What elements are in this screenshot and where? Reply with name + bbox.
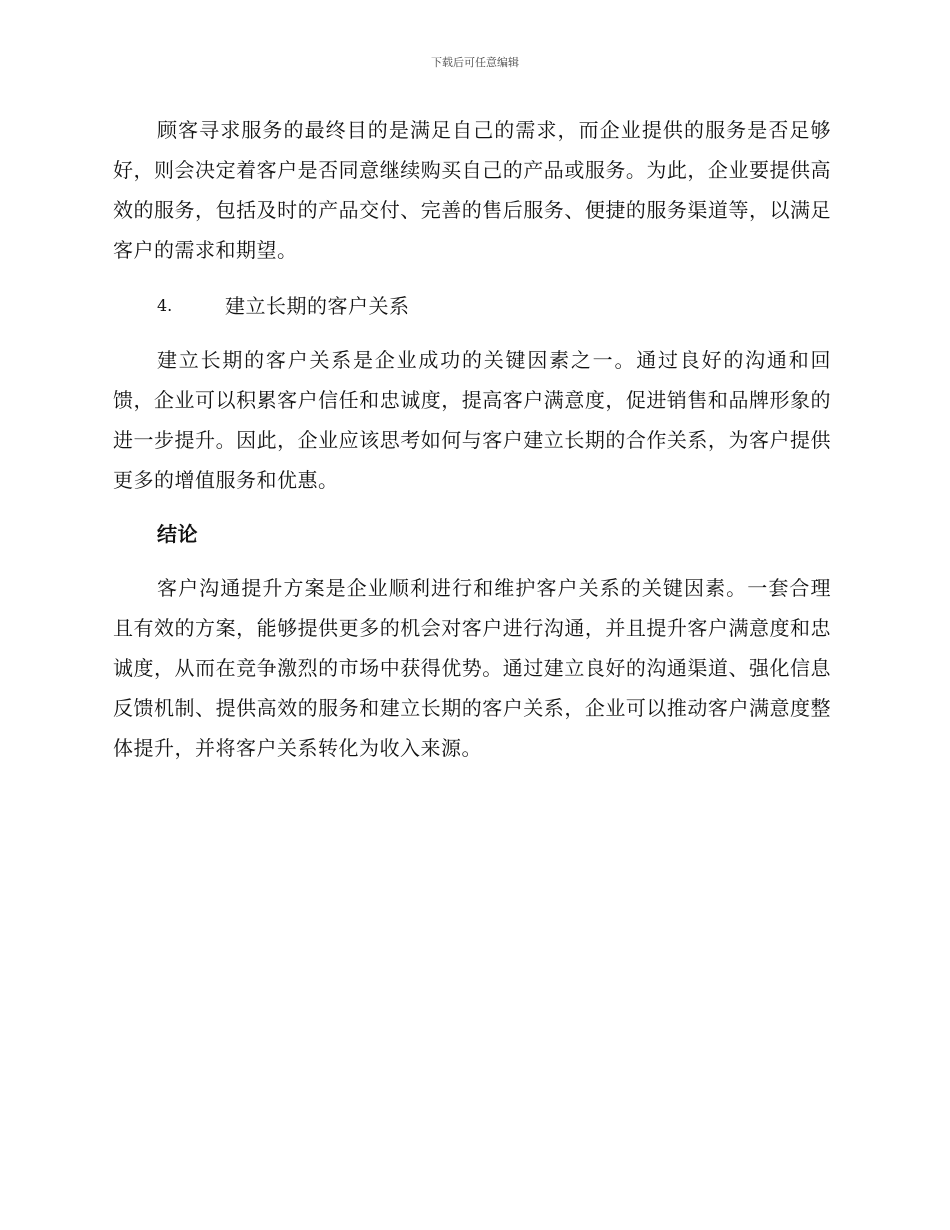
item-number: 4.	[157, 296, 173, 315]
document-body	[113, 110, 831, 768]
page-header: 下载后可任意编辑	[431, 56, 519, 69]
paragraph-service: 顾客寻求服务的最终目的是满足自己的需求，而企业提供的服务是否足够好，则会决定着客户是否同意继续购买自己的产品或服务。为此，企业要提供高效的服务，包括及时的产品交付、完善的售后服务、便捷的服务渠道等，以满足客户的需求和期望。	[113, 118, 831, 262]
conclusion-heading: 结论	[157, 522, 198, 546]
numbered-item-4	[113, 286, 831, 326]
paragraph-long-term-relationship: 建立长期的客户关系是企业成功的关键因素之一。通过良好的沟通和回馈，企业可以积累客户信任和忠诚度，提高客户满意度，促进销售和品牌形象的进一步提升。因此，企业应该思考如何与客户建立长期的合作关系，为客户提供更多的增值服务和优惠。	[113, 348, 831, 492]
paragraph-conclusion: 客户沟通提升方案是企业顺利进行和维护客户关系的关键因素。一套合理且有效的方案，能够提供更多的机会对客户进行沟通，并且提升客户满意度和忠诚度，从而在竞争激烈的市场中获得优势。通过建立良好的沟通渠道、强化信息反馈机制、提供高效的服务和建立长期的客户关系，企业可以推动客户满意度整体提升，并将客户关系转化为收入来源。	[113, 576, 831, 760]
item-title: 建立长期的客户关系	[225, 294, 410, 318]
